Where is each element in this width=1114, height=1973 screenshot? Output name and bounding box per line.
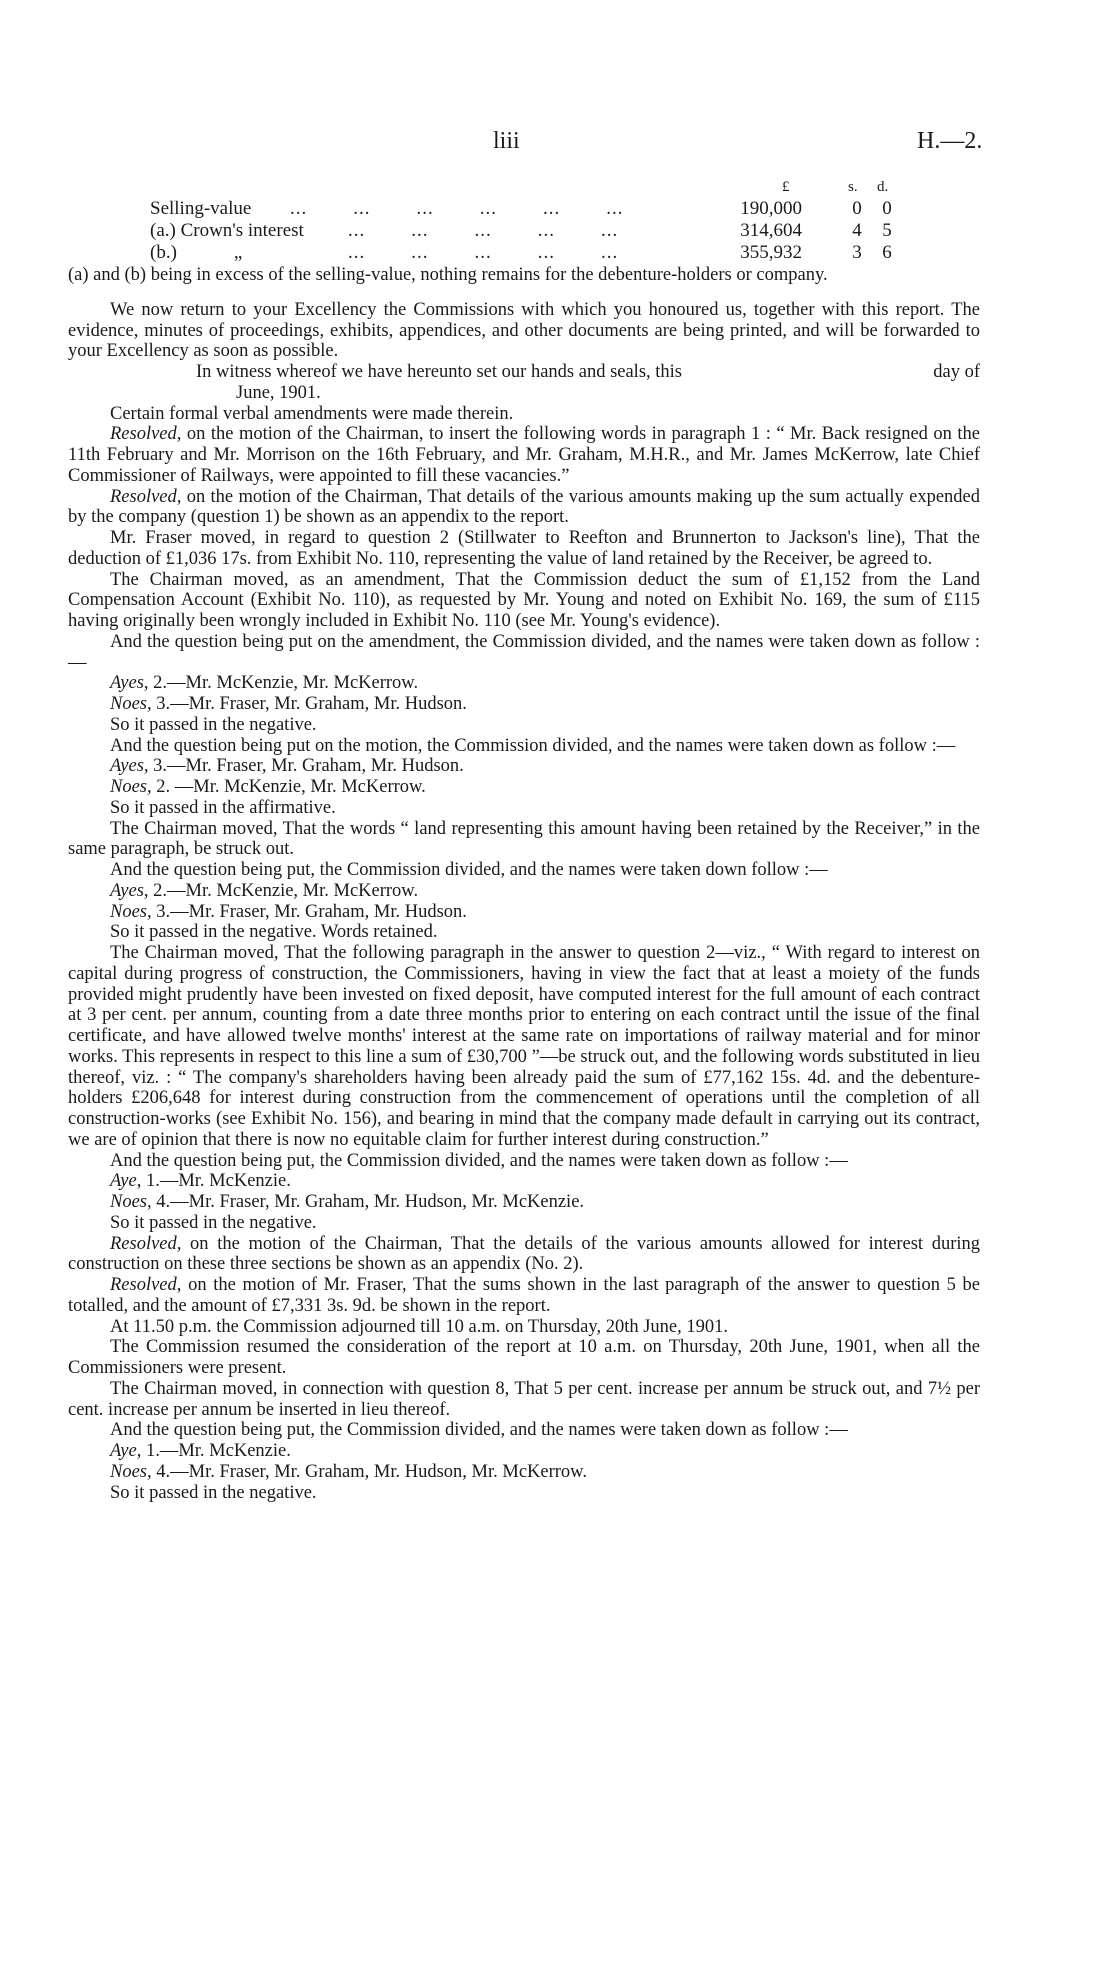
paragraph-text: 3.—Mr. Fraser, Mr. Graham, Mr. Hudson.: [151, 694, 467, 714]
paragraph-text: June, 1901.: [236, 382, 321, 403]
shillings-value: 4: [852, 220, 862, 241]
paragraph-text: Mr. Fraser moved, in regard to question 2 (Stillwater to Reefton and Brunnerton to Jackson's line), That the deduction of £1,036 17s. from Exhibit No. 110, representing the value of land retained by the Receiver, be agreed to.: [68, 528, 980, 569]
vote-line: [68, 756, 980, 777]
paragraph-text: And the question being put, the Commission divided, and the names were taken down follow :—: [110, 860, 828, 880]
vote-line: [68, 777, 980, 798]
leader-dots: ... ... ... ... ...: [348, 242, 619, 263]
paragraph-text: 2.—Mr. McKenzie, Mr. McKerrow.: [148, 880, 419, 901]
vote-line: [68, 1441, 980, 1462]
paragraph: [68, 860, 980, 881]
value-label: (a.) Crown's interest: [150, 220, 304, 241]
paragraph-text: The Chairman moved, as an amendment, That the Commission deduct the sum of £1,152 from the Land Compensation Account (Exhibit No. 110), as requested by Mr. Young and noted on Exhibit No. 169, the sum of £115 having originally been wrongly included in Exhibit No. 110 (see Mr. Young's evidence).: [68, 569, 980, 631]
page-number: liii: [493, 128, 520, 154]
pounds-value: 314,604: [740, 220, 802, 241]
paragraph-text: 4.—Mr. Fraser, Mr. Graham, Mr. Hudson, Mr. McKenzie.: [151, 1192, 585, 1212]
paragraph-lead: Ayes,: [110, 673, 149, 694]
paragraph-text: So it passed in the affirmative.: [110, 797, 336, 818]
paragraph: [68, 819, 980, 861]
value-label: Selling-value: [150, 198, 252, 219]
document-body: [68, 265, 980, 1503]
paragraph-text: We now return to your Excellency the Commissions with which you honoured us, together with this report. The evidence, minutes of proceedings, exhibits, appendices, and other documents are being printed, and will be forwarded to your Excellency as soon as possible.: [68, 299, 980, 362]
paragraph: [68, 265, 980, 286]
leader-dots: ... ... ... ... ...: [348, 220, 619, 241]
shillings-value: 0: [852, 198, 862, 219]
value-label: (b.) „: [150, 242, 243, 263]
leader-dots: ... ... ... ... ... ...: [290, 198, 624, 219]
paragraph-lead: Resolved,: [110, 1233, 182, 1254]
paragraph-lead: Resolved,: [110, 424, 182, 445]
paragraph-lead: Noes,: [110, 777, 152, 797]
paragraph: [68, 922, 980, 943]
paragraph: [68, 362, 980, 383]
paragraph: [68, 300, 980, 362]
pence-column-header: d.: [877, 179, 889, 195]
paragraph: [68, 1234, 980, 1276]
paragraph-text: on the motion of Mr. Fraser, That the sums shown in the last paragraph of the answer to question 5 be totalled, and the amount of £7,331 3s. 9d. be shown in the report.: [68, 1275, 980, 1316]
paragraph-text: And the question being put, the Commission divided, and the names were taken down as follow :—: [110, 1420, 848, 1441]
paragraph-text: 1.—Mr. McKenzie.: [141, 1171, 291, 1192]
vote-line: [68, 694, 980, 715]
paragraph: [68, 1483, 980, 1504]
paragraph-text: And the question being put on the amendment, the Commission divided, and the names were taken down as follow :—: [68, 631, 980, 673]
pence-value: 5: [882, 220, 892, 241]
paragraph-text: 2.—Mr. McKenzie, Mr. McKerrow.: [148, 673, 419, 694]
paragraph-text: So it passed in the negative. Words retained.: [110, 922, 438, 943]
paragraph-text: The Chairman moved, in connection with question 8, That 5 per cent. increase per annum be struck out, and 7½ per cent. increase per annum be inserted in lieu thereof.: [68, 1378, 980, 1420]
paragraph-text: The Chairman moved, That the words “ land representing this amount having been retained by the Receiver,” in the same paragraph, be struck out.: [68, 818, 980, 860]
paragraph-text: on the motion of the Chairman, That the details of the various amounts allowed for interest during construction on these three sections be shown as an appendix (No. 2).: [68, 1233, 980, 1275]
pounds-value: 355,932: [740, 242, 802, 263]
paragraph: [68, 404, 980, 425]
paragraph-lead: Ayes,: [110, 756, 149, 777]
paragraph-text: 1.—Mr. McKenzie.: [141, 1441, 291, 1461]
paragraph: [68, 570, 980, 632]
vote-line: [68, 1192, 980, 1213]
witness-day-of: day of: [933, 362, 980, 382]
paragraph-text: So it passed in the negative.: [110, 1482, 317, 1503]
paragraph-text: 3.—Mr. Fraser, Mr. Graham, Mr. Hudson.: [151, 901, 467, 922]
paragraph: [68, 798, 980, 819]
paragraph-text: (a) and (b) being in excess of the selling-value, nothing remains for the debenture-holders or company.: [68, 265, 828, 285]
paragraph-text: The Commission resumed the consideration of the report at 10 a.m. on Thursday, 20th June, 1901, when all the Commissioners were present.: [68, 1337, 980, 1378]
paragraph-lead: Noes,: [110, 901, 152, 922]
pence-value: 6: [882, 242, 892, 263]
paragraph: [68, 943, 980, 1151]
paragraph-text: 2. —Mr. McKenzie, Mr. McKerrow.: [151, 777, 426, 797]
paragraph-lead: Noes,: [110, 1461, 152, 1482]
shillings-value: 3: [852, 242, 862, 263]
paragraph: [68, 1317, 980, 1338]
paragraph-lead: Ayes,: [110, 880, 149, 901]
values-row: [150, 198, 910, 220]
paragraph-text: In witness whereof we have hereunto set our hands and seals, this: [196, 362, 683, 382]
paragraph-lead: Resolved,: [110, 1275, 182, 1295]
paragraph: [68, 383, 980, 404]
paragraph: [68, 1420, 980, 1441]
paragraph-lead: Noes,: [110, 1192, 152, 1212]
paragraph-text: The Chairman moved, That the following paragraph in the answer to question 2—viz., “ With regard to interest on capital during progress of construction, the Commissioners, having in view the fact that at least a moiety of the funds provided might prudently have been invested on fixed deposit, have computed interest for the full amount of each contract at 3 per cent. per annum, counting from a date three months prior to entering on each contract until the issue of the final certificate, and have allowed twelve months' interest at the same rate on importations of railway material and for minor works. This represents in respect to this line a sum of £30,700 ”—be struck out, and the following words substituted in lieu thereof, viz. : “ The company's shareholders having been already paid the sum of £77,162 15s. 4d. and the debenture-holders £206,648 for interest during construction from the commencement of operations until the completion of all construction-works (see Exhibit No. 156), and bearing in mind that the company made default in carrying out its contract, we are of opinion that there is now no equitable claim for further interest during construction.”: [68, 943, 980, 1150]
paragraph-lead: Aye,: [110, 1171, 142, 1192]
paragraph-text: At 11.50 p.m. the Commission adjourned till 10 a.m. on Thursday, 20th June, 1901.: [110, 1316, 728, 1337]
pounds-value: 190,000: [740, 198, 802, 219]
vote-line: [68, 1171, 980, 1192]
paragraph-lead: Resolved,: [110, 486, 182, 507]
paragraph: [68, 1379, 980, 1421]
values-row: [150, 242, 910, 264]
paragraph: [68, 528, 980, 570]
paragraph: [68, 1275, 980, 1317]
paragraph-text: So it passed in the negative.: [110, 1212, 317, 1233]
paragraph-lead: Noes,: [110, 694, 152, 714]
paragraph-text: And the question being put, the Commission divided, and the names were taken down as follow :—: [110, 1150, 848, 1171]
paragraph-text: on the motion of the Chairman, to insert the following words in paragraph 1 : “ Mr. Back resigned on the 11th February and Mr. Morrison on the 16th February, and Mr. Graham, M.H.R., and Mr. James McKerrow, late Chief Commissioner of Railways, were appointed to fill these vacancies.”: [68, 424, 980, 486]
paragraph-text: So it passed in the negative.: [110, 714, 317, 735]
paragraph: [68, 487, 980, 529]
paragraph-text: And the question being put on the motion, the Commission divided, and the names were taken down as follow :—: [110, 735, 956, 756]
pounds-column-header: £: [782, 179, 790, 195]
paragraph: [68, 1337, 980, 1379]
paragraph-text: Certain formal verbal amendments were made therein.: [110, 403, 514, 424]
vote-line: [68, 881, 980, 902]
vote-line: [68, 673, 980, 694]
page-header: [0, 128, 1114, 158]
vote-line: [68, 1462, 980, 1483]
paragraph-lead: Aye,: [110, 1441, 142, 1461]
paragraph-text: 4.—Mr. Fraser, Mr. Graham, Mr. Hudson, Mr. McKerrow.: [151, 1461, 587, 1482]
pence-value: 0: [882, 198, 892, 219]
paragraph: [68, 715, 980, 736]
values-row: [150, 220, 910, 242]
paragraph: [68, 736, 980, 757]
paragraph: [68, 424, 980, 486]
paragraph: [68, 1151, 980, 1172]
shillings-column-header: s.: [848, 179, 858, 195]
paragraph: [68, 1213, 980, 1234]
paragraph-text: on the motion of the Chairman, That details of the various amounts making up the sum actually expended by the company (question 1) be shown as an appendix to the report.: [68, 486, 980, 528]
document-reference: H.—2.: [917, 128, 983, 154]
paragraph-text: 3.—Mr. Fraser, Mr. Graham, Mr. Hudson.: [148, 756, 464, 777]
vote-line: [68, 902, 980, 923]
paragraph: [68, 632, 980, 674]
